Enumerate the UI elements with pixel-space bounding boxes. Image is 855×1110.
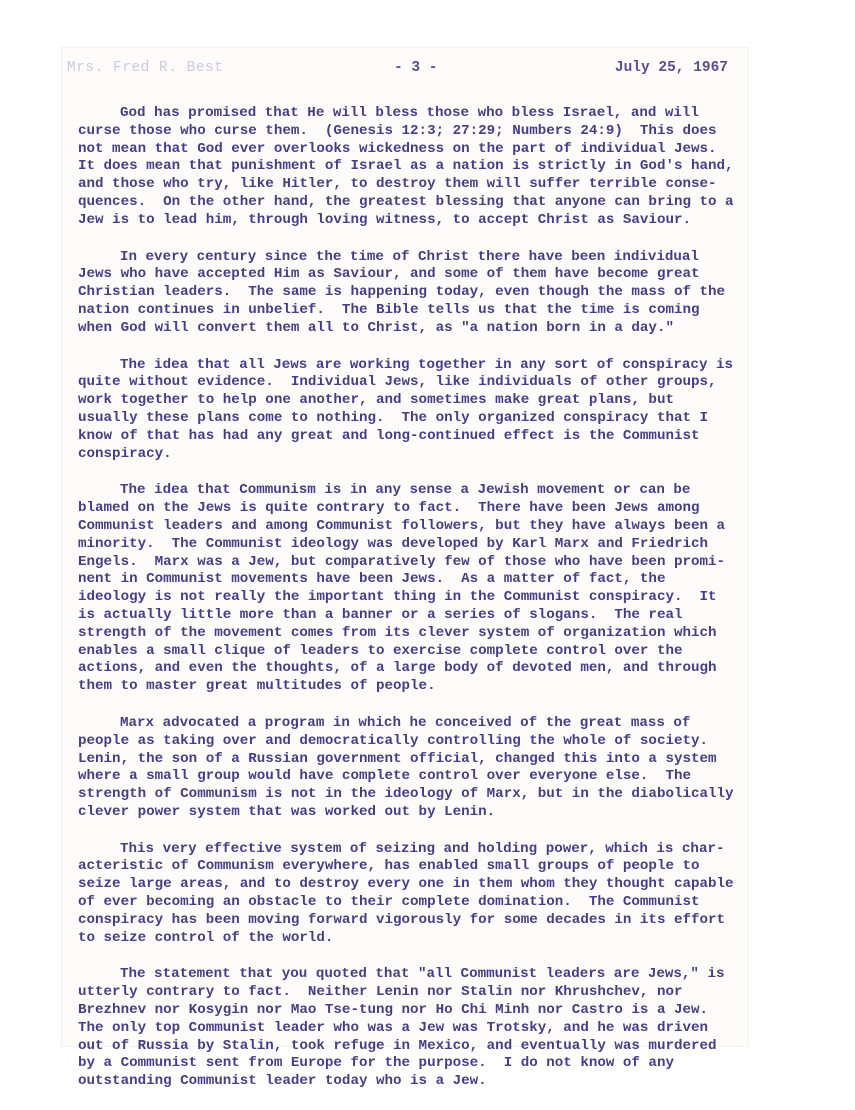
text-line: conspiracy. xyxy=(78,445,172,462)
page-number: - 3 - xyxy=(394,60,438,76)
text-line: out of Russia by Stalin, took refuge in Mexico, and eventually was murdered xyxy=(78,1037,717,1054)
text-line: seize large areas, and to destroy every one in them whom they thought capable xyxy=(78,876,734,893)
text-line: not mean that God ever overlooks wickedness on the part of individual Jews. xyxy=(78,140,717,157)
text-line: outstanding Communist leader today who is a Jew. xyxy=(78,1073,487,1090)
text-line: usually these plans come to nothing. The only organized conspiracy that I xyxy=(78,409,709,426)
text-line: of ever becoming an obstacle to their complete domination. The Communist xyxy=(78,894,700,911)
letter-body xyxy=(78,105,738,1110)
paragraph xyxy=(78,482,738,696)
text-line: strength of Communism is not in the ideology of Marx, but in the diabolically xyxy=(78,786,734,803)
text-line: utterly contrary to fact. Neither Lenin nor Stalin nor Khrushchev, nor xyxy=(78,984,683,1001)
text-line: quite without evidence. Individual Jews, like individuals of other groups, xyxy=(78,374,717,391)
text-line: Christian leaders. The same is happening today, even though the mass of the xyxy=(78,284,726,301)
text-line: Communist leaders and among Communist followers, but they have always been a xyxy=(78,517,726,534)
recipient-header: Mrs. Fred R. Best xyxy=(67,60,224,76)
text-line: ideology is not really the important thing in the Communist conspiracy. It xyxy=(78,589,717,606)
letter-page xyxy=(62,48,748,1090)
text-line: by a Communist sent from Europe for the purpose. I do not know of any xyxy=(78,1055,674,1072)
text-line: work together to help one another, and sometimes make great plans, but xyxy=(78,392,674,409)
text-line: Marx advocated a program in which he conceived of the great mass of xyxy=(120,714,691,731)
text-line: conspiracy has been moving forward vigorously for some decades in its effort xyxy=(78,911,726,928)
text-line: clever power system that was worked out by Lenin. xyxy=(78,803,496,820)
text-line: Lenin, the son of a Russian government official, changed this into a system xyxy=(78,750,717,767)
paragraph xyxy=(78,105,738,230)
text-line: acteristic of Communism everywhere, has enabled small groups of people to xyxy=(78,858,700,875)
text-line: The statement that you quoted that "all Communist leaders are Jews," is xyxy=(120,966,725,983)
text-line: Jew is to lead him, through loving witness, to accept Christ as Saviour. xyxy=(78,211,691,228)
text-line: minority. The Communist ideology was developed by Karl Marx and Friedrich xyxy=(78,535,709,552)
text-line: enables a small clique of leaders to exercise complete control over the xyxy=(78,642,683,659)
text-line: In every century since the time of Christ there have been individual xyxy=(120,248,699,265)
text-line: The only top Communist leader who was a Jew was Trotsky, and he was driven xyxy=(78,1019,709,1036)
text-line: actions, and even the thoughts, of a large body of devoted men, and through xyxy=(78,660,717,677)
paragraph xyxy=(78,357,738,464)
text-line: and those who try, like Hitler, to destroy them will suffer terrible conse- xyxy=(78,176,717,193)
text-line: blamed on the Jews is quite contrary to fact. There have been Jews among xyxy=(78,500,700,517)
paragraph xyxy=(78,715,738,822)
text-line: to seize control of the world. xyxy=(78,929,334,946)
text-line: know of that has had any great and long-continued effect is the Communist xyxy=(78,427,700,444)
text-line: where a small group would have complete control over everyone else. The xyxy=(78,768,691,785)
letter-date: July 25, 1967 xyxy=(614,60,728,76)
text-line: curse those who curse them. (Genesis 12:3; 27:29; Numbers 24:9) This does xyxy=(78,122,717,139)
text-line: quences. On the other hand, the greatest blessing that anyone can bring to a xyxy=(78,193,734,210)
text-line: nation continues in unbelief. The Bible tells us that the time is coming xyxy=(78,301,700,318)
paragraph xyxy=(78,841,738,948)
text-line: people as taking over and democratically controlling the whole of society. xyxy=(78,732,709,749)
text-line: is actually little more than a banner or a series of slogans. The real xyxy=(78,606,683,623)
text-line: The idea that all Jews are working together in any sort of conspiracy is xyxy=(120,356,733,373)
text-line: This very effective system of seizing and holding power, which is char- xyxy=(120,840,725,857)
text-line: them to master great multitudes of people. xyxy=(78,678,436,695)
text-line: strength of the movement comes from its clever system of organization which xyxy=(78,624,717,641)
text-line: Brezhnev nor Kosygin nor Mao Tse-tung nor Ho Chi Minh nor Castro is a Jew. xyxy=(78,1002,709,1019)
text-line: when God will convert them all to Christ, as "a nation born in a day." xyxy=(78,319,674,336)
page-header xyxy=(62,60,748,82)
text-line: Jews who have accepted Him as Saviour, and some of them have become great xyxy=(78,266,700,283)
text-line: God has promised that He will bless those who bless Israel, and will xyxy=(120,105,699,121)
text-line: It does mean that punishment of Israel as a nation is strictly in God's hand, xyxy=(78,158,734,175)
paragraph xyxy=(78,249,738,338)
text-line: Engels. Marx was a Jew, but comparatively few of those who have been promi- xyxy=(78,553,726,570)
paragraph xyxy=(78,966,738,1091)
text-line: The idea that Communism is in any sense a Jewish movement or can be xyxy=(120,482,691,499)
text-line: nent in Communist movements have been Jews. As a matter of fact, the xyxy=(78,571,666,588)
